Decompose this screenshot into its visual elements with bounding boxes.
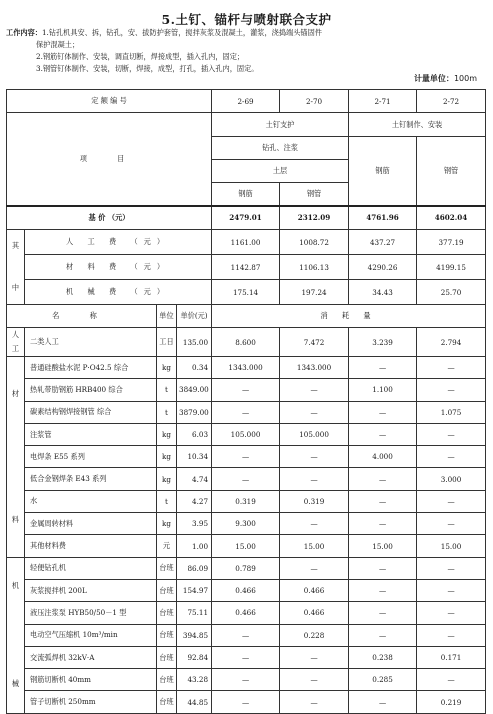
consumption-header-row xyxy=(7,305,486,328)
machinery-value: 0.171 xyxy=(417,646,486,668)
machinery-value: — xyxy=(212,646,280,668)
materials-value: 1.075 xyxy=(417,401,486,423)
labor-name: 二类人工 xyxy=(25,328,157,357)
materials-value: 1343.000 xyxy=(280,357,349,379)
machinery-name: 管子切断机 250mm xyxy=(25,691,157,713)
code-2-69: 2-69 xyxy=(212,90,280,113)
machinery-value: — xyxy=(417,602,486,624)
group-soil-nail-support: 土钉支护 xyxy=(212,113,349,137)
machinery-value: — xyxy=(417,624,486,646)
code-2-70: 2-70 xyxy=(280,90,349,113)
materials-row xyxy=(7,446,486,468)
quota-table xyxy=(6,89,486,714)
materials-price: 3879.00 xyxy=(177,401,212,423)
machinery-value: 0.466 xyxy=(212,602,280,624)
materials-row xyxy=(7,468,486,490)
machinery-value: 0.219 xyxy=(417,691,486,713)
materials-unit: t xyxy=(157,401,177,423)
cost-row xyxy=(7,280,486,305)
labor-value: 3.239 xyxy=(349,328,417,357)
cost-value: 34.43 xyxy=(349,280,417,305)
materials-row xyxy=(7,379,486,401)
materials-name: 金属周转材料 xyxy=(25,513,157,535)
machinery-value: — xyxy=(280,646,349,668)
materials-name: 低合金钢焊条 E43 系列 xyxy=(25,468,157,490)
materials-unit: t xyxy=(157,490,177,512)
machinery-name: 液压注浆泵 HYB50/50－1 型 xyxy=(25,602,157,624)
materials-value: — xyxy=(212,446,280,468)
materials-name: 电焊条 E55 系列 xyxy=(25,446,157,468)
cost-value: 25.70 xyxy=(417,280,486,305)
machinery-row xyxy=(7,602,486,624)
cost-value: 377.19 xyxy=(417,230,486,255)
labor-unit: 工日 xyxy=(157,328,177,357)
machinery-value: 0.466 xyxy=(212,579,280,601)
machinery-value: — xyxy=(349,691,417,713)
materials-value: 1.100 xyxy=(349,379,417,401)
work-content-line-1: 工作内容：1.钻孔机具安、拆，钻孔，安、拔防护套管，搅拌灰浆及混凝土，灌浆，浇捣端头锚固件 xyxy=(6,28,322,37)
materials-value: 15.00 xyxy=(417,535,486,557)
materials-price: 3849.00 xyxy=(177,379,212,401)
machinery-name: 电动空气压缩机 10m³/min xyxy=(25,624,157,646)
machinery-price: 75.11 xyxy=(177,602,212,624)
materials-value: — xyxy=(417,446,486,468)
materials-value: — xyxy=(212,401,280,423)
labor-value: 7.472 xyxy=(280,328,349,357)
materials-price: 4.74 xyxy=(177,468,212,490)
group-nail-fabrication: 土钉制作、安装 xyxy=(349,113,486,137)
materials-name: 热轧带肋钢筋 HRB400 综合 xyxy=(25,379,157,401)
materials-price: 6.03 xyxy=(177,423,212,445)
machinery-value: — xyxy=(280,557,349,579)
materials-row xyxy=(7,513,486,535)
materials-unit: 元 xyxy=(157,535,177,557)
work-content-line-3: 3.钢管钉体制作、安装，切断，焊接，成型，打孔，插入孔内，固定。 xyxy=(36,64,259,73)
machinery-price: 92.84 xyxy=(177,646,212,668)
quota-no-label: 定 额 编 号 xyxy=(7,90,212,113)
materials-price: 1.00 xyxy=(177,535,212,557)
base-price-label: 基 价 （元） xyxy=(7,206,212,230)
materials-name: 碳素结构钢焊接钢管 综合 xyxy=(25,401,157,423)
materials-value: 15.00 xyxy=(349,535,417,557)
machinery-name: 钢筋切断机 40mm xyxy=(25,669,157,691)
machinery-value: 0.466 xyxy=(280,579,349,601)
cost-value: 1161.00 xyxy=(212,230,280,255)
cost-name: 机 械 费 （元） xyxy=(25,280,212,305)
materials-value: 105.000 xyxy=(280,423,349,445)
cost-row xyxy=(7,230,486,255)
item-label: 项 目 xyxy=(7,113,212,206)
machinery-unit: 台班 xyxy=(157,624,177,646)
base-price-row: 基 价 （元） 2479.01 2312.09 4761.96 4602.04 xyxy=(7,206,486,230)
col-rebar: 钢筋 xyxy=(212,183,280,206)
cost-value: 4290.26 xyxy=(349,255,417,280)
machinery-row xyxy=(7,624,486,646)
measure-unit: 计量单位：100m xyxy=(413,74,477,83)
code-2-71: 2-71 xyxy=(349,90,417,113)
machinery-value: — xyxy=(417,669,486,691)
materials-value: — xyxy=(417,513,486,535)
cost-breakdown-side: 其 中 xyxy=(7,230,25,305)
cost-value: 1106.13 xyxy=(280,255,349,280)
materials-value: 15.00 xyxy=(212,535,280,557)
machinery-value: — xyxy=(212,669,280,691)
machinery-price: 86.09 xyxy=(177,557,212,579)
materials-price: 0.34 xyxy=(177,357,212,379)
machinery-row xyxy=(7,691,486,713)
materials-price: 4.27 xyxy=(177,490,212,512)
work-content-line-1b: 保护混凝土； xyxy=(36,40,80,49)
cost-value: 1008.72 xyxy=(280,230,349,255)
materials-unit: kg xyxy=(157,513,177,535)
materials-name: 水 xyxy=(25,490,157,512)
materials-price: 3.95 xyxy=(177,513,212,535)
materials-unit: kg xyxy=(157,357,177,379)
machinery-unit: 台班 xyxy=(157,579,177,601)
materials-value: — xyxy=(417,490,486,512)
labor-price: 135.00 xyxy=(177,328,212,357)
materials-row xyxy=(7,535,486,557)
materials-unit: kg xyxy=(157,423,177,445)
materials-price: 10.34 xyxy=(177,446,212,468)
machinery-value: 0.228 xyxy=(280,624,349,646)
machinery-row xyxy=(7,579,486,601)
machinery-unit: 台班 xyxy=(157,602,177,624)
machinery-name: 交流弧焊机 32kV·A xyxy=(25,646,157,668)
materials-value: — xyxy=(417,357,486,379)
machinery-value: — xyxy=(349,557,417,579)
machinery-unit: 台班 xyxy=(157,557,177,579)
materials-row xyxy=(7,401,486,423)
col-pipe-2: 钢管 xyxy=(417,137,486,206)
materials-value: — xyxy=(280,446,349,468)
materials-value: — xyxy=(280,468,349,490)
materials-row xyxy=(7,423,486,445)
page-title: 5.土钉、锚杆与喷射联合支护 xyxy=(161,12,332,27)
labor-value: 2.794 xyxy=(417,328,486,357)
materials-name: 其他材料费 xyxy=(25,535,157,557)
col-pipe: 钢管 xyxy=(280,183,349,206)
machinery-value: — xyxy=(280,669,349,691)
materials-name: 注浆管 xyxy=(25,423,157,445)
materials-value: — xyxy=(280,379,349,401)
consumption-header: 消 耗 量 xyxy=(212,305,486,328)
machinery-row xyxy=(7,557,486,579)
materials-value: — xyxy=(212,379,280,401)
labor-side-label: 人 工 xyxy=(7,328,25,357)
materials-value: 105.000 xyxy=(212,423,280,445)
cost-name: 材 料 费 （元） xyxy=(25,255,212,280)
price-header: 单价(元) xyxy=(177,305,212,328)
materials-value: 9.300 xyxy=(212,513,280,535)
machinery-value: — xyxy=(417,579,486,601)
machinery-value: — xyxy=(349,579,417,601)
materials-value: 1343.000 xyxy=(212,357,280,379)
materials-value: 15.00 xyxy=(280,535,349,557)
materials-row xyxy=(7,357,486,379)
machinery-unit: 台班 xyxy=(157,669,177,691)
labor-value: 8.600 xyxy=(212,328,280,357)
machinery-value: — xyxy=(280,691,349,713)
machinery-name: 轻便钻孔机 xyxy=(25,557,157,579)
materials-name: 普通硅酸盐水泥 P·O42.5 综合 xyxy=(25,357,157,379)
machinery-price: 394.85 xyxy=(177,624,212,646)
machinery-unit: 台班 xyxy=(157,646,177,668)
materials-value: 4.000 xyxy=(349,446,417,468)
materials-value: — xyxy=(349,357,417,379)
cost-row xyxy=(7,255,486,280)
machinery-price: 43.28 xyxy=(177,669,212,691)
materials-row xyxy=(7,490,486,512)
cost-name: 人 工 费 （元） xyxy=(25,230,212,255)
machinery-value: 0.285 xyxy=(349,669,417,691)
labor-row xyxy=(7,328,486,357)
materials-side-label: 材 料 xyxy=(7,357,25,558)
machinery-value: — xyxy=(349,602,417,624)
machinery-row xyxy=(7,646,486,668)
materials-value: — xyxy=(349,423,417,445)
work-content-line-2: 2.钢筋钉体制作、安装，调直切断，焊接成型，插入孔内，固定； xyxy=(36,52,245,61)
materials-value: — xyxy=(417,379,486,401)
quota-number-row xyxy=(7,90,486,113)
materials-unit: kg xyxy=(157,468,177,490)
cost-value: 197.24 xyxy=(280,280,349,305)
materials-value: — xyxy=(212,468,280,490)
materials-unit: kg xyxy=(157,446,177,468)
cost-value: 437.27 xyxy=(349,230,417,255)
machinery-value: 0.466 xyxy=(280,602,349,624)
col-rebar-2: 钢筋 xyxy=(349,137,417,206)
materials-value: — xyxy=(280,401,349,423)
code-2-72: 2-72 xyxy=(417,90,486,113)
machinery-value: — xyxy=(212,624,280,646)
materials-value: — xyxy=(349,468,417,490)
sub-drill-grout: 钻孔、注浆 xyxy=(212,137,349,160)
sub-soil-layer: 土层 xyxy=(212,160,349,183)
machinery-value: — xyxy=(349,624,417,646)
materials-value: 0.319 xyxy=(280,490,349,512)
machinery-unit: 台班 xyxy=(157,691,177,713)
materials-value: — xyxy=(349,513,417,535)
work-content-label: 工作内容： xyxy=(6,28,42,37)
materials-unit: t xyxy=(157,379,177,401)
materials-value: — xyxy=(417,423,486,445)
cost-value: 1142.87 xyxy=(212,255,280,280)
cost-value: 4199.15 xyxy=(417,255,486,280)
materials-value: — xyxy=(349,490,417,512)
materials-value: — xyxy=(349,401,417,423)
machinery-price: 154.97 xyxy=(177,579,212,601)
materials-value: — xyxy=(280,513,349,535)
materials-value: 3.000 xyxy=(417,468,486,490)
machinery-side-label: 机 械 xyxy=(7,557,25,713)
machinery-value: — xyxy=(417,557,486,579)
materials-value: 0.319 xyxy=(212,490,280,512)
unit-header: 单位 xyxy=(157,305,177,328)
machinery-name: 灰浆搅拌机 200L xyxy=(25,579,157,601)
name-header: 名 称 xyxy=(7,305,157,328)
machinery-value: — xyxy=(212,691,280,713)
machinery-price: 44.85 xyxy=(177,691,212,713)
machinery-value: 0.238 xyxy=(349,646,417,668)
machinery-value: 0.789 xyxy=(212,557,280,579)
machinery-row xyxy=(7,669,486,691)
cost-value: 175.14 xyxy=(212,280,280,305)
